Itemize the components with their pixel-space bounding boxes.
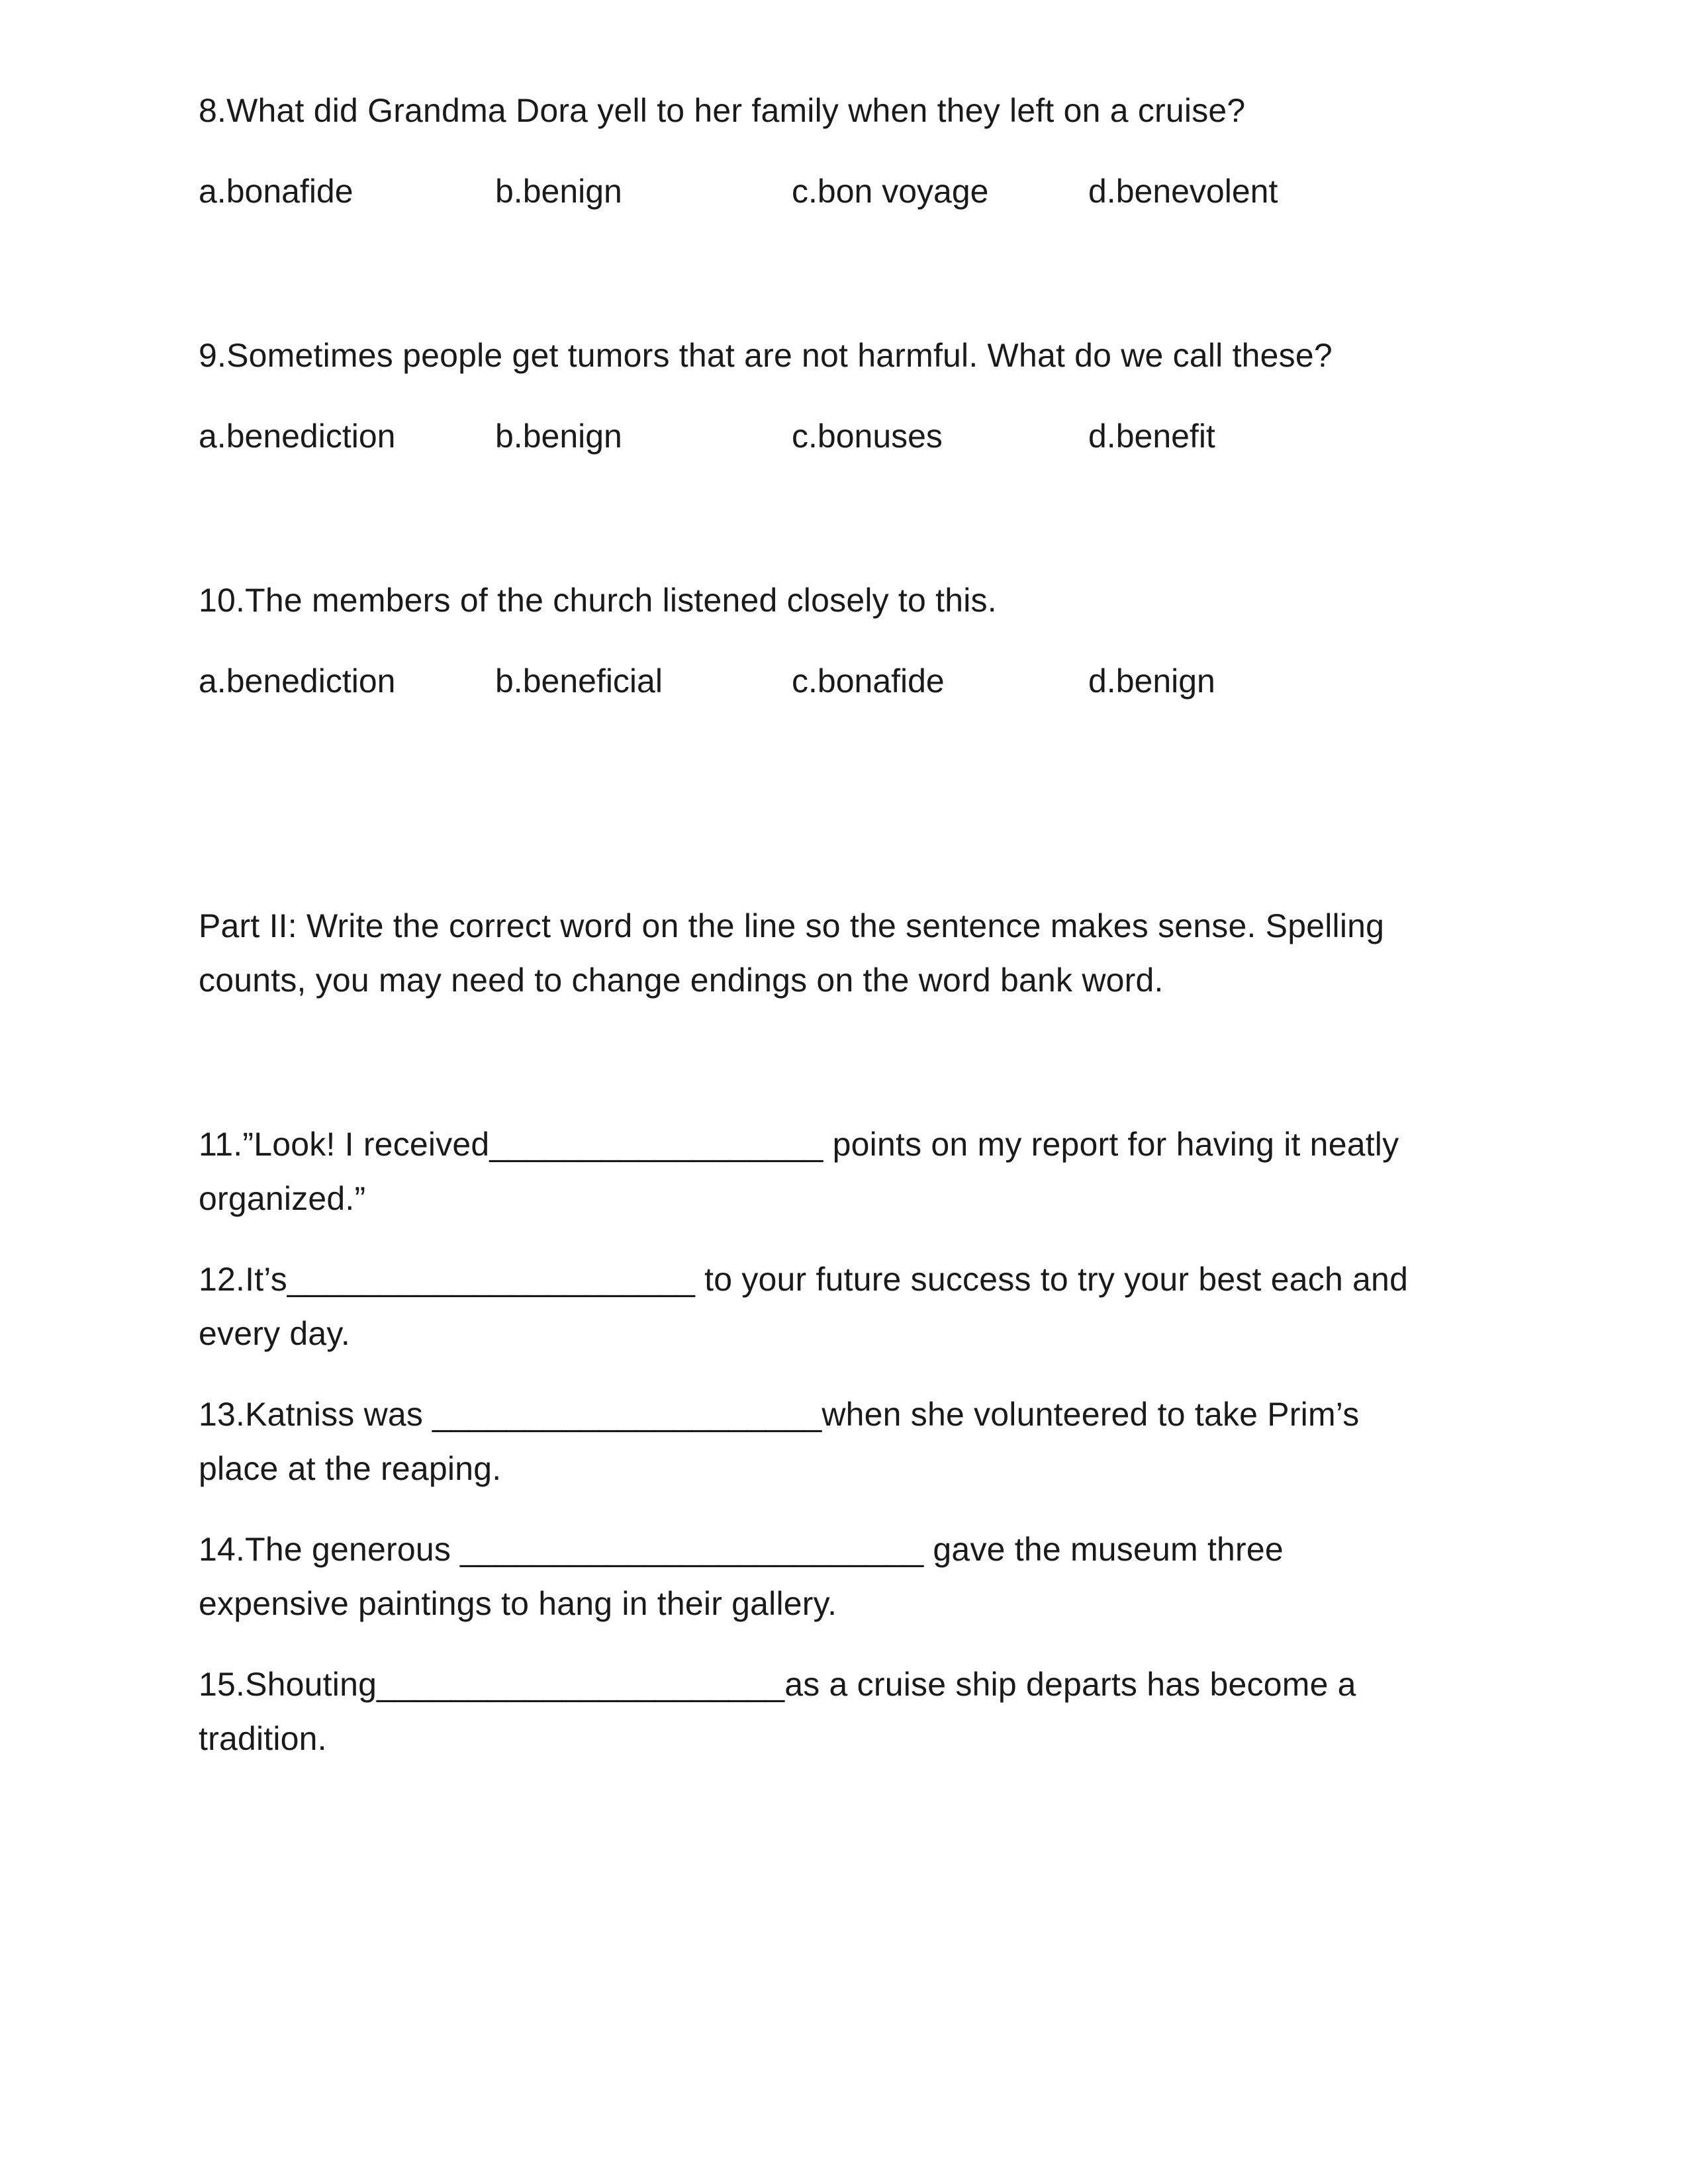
question-10-option-c: c.bonafide bbox=[792, 662, 945, 700]
question-8-option-a: a.bonafide bbox=[199, 173, 353, 210]
fill-in-13-line2: place at the reaping. bbox=[199, 1450, 502, 1487]
fill-in-11-line2: organized.” bbox=[199, 1180, 366, 1217]
fill-in-15-line1: 15.Shouting______________________as a cruise ship departs has become a bbox=[199, 1666, 1356, 1703]
fill-in-11-line1: 11.”Look! I received__________________ points on my report for having it neatly bbox=[199, 1126, 1399, 1163]
question-9-option-c: c.bonuses bbox=[792, 418, 943, 455]
fill-in-12-line1: 12.It’s______________________ to your future success to try your best each and bbox=[199, 1261, 1409, 1298]
question-9-option-d: d.benefit bbox=[1088, 418, 1215, 455]
question-8-prompt: 8.What did Grandma Dora yell to her family when they left on a cruise? bbox=[199, 92, 1246, 129]
question-8-option-b: b.benign bbox=[495, 173, 622, 210]
fill-in-14-line1: 14.The generous _________________________ gave the museum three bbox=[199, 1531, 1284, 1568]
fill-in-12-line2: every day. bbox=[199, 1315, 350, 1352]
question-8-option-c: c.bon voyage bbox=[792, 173, 989, 210]
fill-in-15-line2: tradition. bbox=[199, 1720, 327, 1757]
question-9-prompt: 9.Sometimes people get tumors that are not harmful. What do we call these? bbox=[199, 337, 1333, 374]
question-9-option-b: b.benign bbox=[495, 418, 622, 455]
question-10-option-a: a.benediction bbox=[199, 662, 396, 700]
question-10-prompt: 10.The members of the church listened closely to this. bbox=[199, 582, 997, 619]
fill-in-14-line2: expensive paintings to hang in their gallery. bbox=[199, 1585, 837, 1622]
part2-instructions-line2: counts, you may need to change endings on the word bank word. bbox=[199, 962, 1164, 999]
fill-in-13-line1: 13.Katniss was _____________________when she volunteered to take Prim’s bbox=[199, 1396, 1360, 1433]
question-10-option-d: d.benign bbox=[1088, 662, 1215, 700]
question-9-option-a: a.benediction bbox=[199, 418, 396, 455]
question-8-option-d: d.benevolent bbox=[1088, 173, 1278, 210]
part2-instructions-line1: Part II: Write the correct word on the line so the sentence makes sense. Spelling bbox=[199, 907, 1385, 944]
question-10-option-b: b.beneficial bbox=[495, 662, 663, 700]
